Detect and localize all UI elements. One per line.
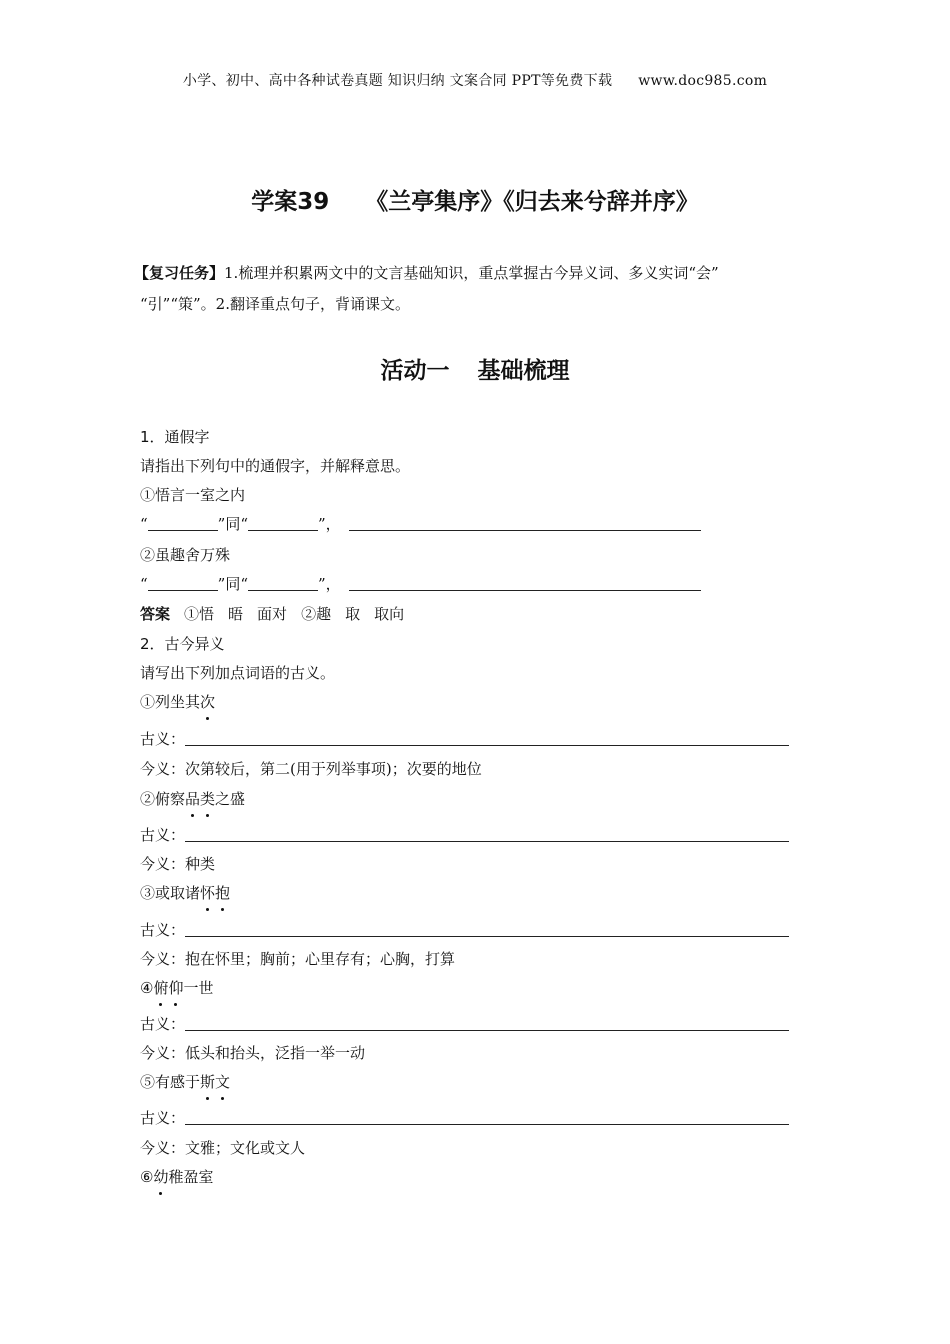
item-text: ①列坐其 bbox=[140, 693, 201, 711]
answer-blank[interactable] bbox=[185, 1016, 789, 1031]
gu-label: 古义： bbox=[140, 921, 186, 939]
dotted-word bbox=[200, 884, 230, 902]
section-title-part2: 基础梳理 bbox=[477, 358, 570, 384]
answer-blank[interactable] bbox=[148, 516, 218, 531]
quote-open: “ bbox=[140, 515, 148, 533]
answer-blank[interactable] bbox=[248, 516, 318, 531]
section-title-part1: 活动一 bbox=[380, 358, 450, 384]
quote-same: ”同“ bbox=[217, 515, 249, 533]
answer-blank[interactable] bbox=[148, 576, 218, 591]
s2-item-5 bbox=[140, 1071, 230, 1093]
gu-label: 古义： bbox=[140, 1015, 186, 1033]
answer-item: 晤 bbox=[228, 605, 244, 623]
dotted-word bbox=[200, 1073, 230, 1091]
s2-gu-row-4 bbox=[140, 1013, 789, 1035]
answer-blank[interactable] bbox=[248, 576, 318, 591]
review-task-tag: 【复习任务】 bbox=[134, 264, 225, 282]
section-title bbox=[0, 352, 950, 385]
answer-blank[interactable] bbox=[185, 922, 789, 937]
s2-item-2 bbox=[140, 788, 245, 810]
s2-gu-row-3 bbox=[140, 919, 789, 941]
dotted-char: 仰 bbox=[168, 979, 184, 997]
s2-instruction: 请写出下列加点词语的古义。 bbox=[140, 664, 336, 682]
s2-jin-2: 今义：种类 bbox=[140, 855, 216, 873]
s1-fill-row-2 bbox=[140, 573, 701, 595]
s2-heading: 2．古今异义 bbox=[140, 635, 225, 653]
answer-blank[interactable] bbox=[185, 1110, 789, 1125]
answer-blank[interactable] bbox=[185, 827, 789, 842]
dotted-char: 斯 bbox=[200, 1073, 216, 1091]
dotted-char: 文 bbox=[215, 1073, 231, 1091]
answer-blank[interactable] bbox=[349, 516, 701, 531]
page-title bbox=[0, 183, 950, 216]
title-works: 《兰亭集序》《归去来兮辞并序》 bbox=[365, 189, 699, 215]
quote-same: ”同“ bbox=[217, 575, 249, 593]
quote-open: “ bbox=[140, 575, 148, 593]
s1-heading: 1．通假字 bbox=[140, 428, 210, 446]
dotted-char: 抱 bbox=[215, 884, 231, 902]
s2-gu-row-2 bbox=[140, 824, 789, 846]
s1-question-1: ①悟言一室之内 bbox=[140, 486, 246, 504]
page-header bbox=[0, 70, 950, 90]
answer-item: ①悟 bbox=[184, 605, 215, 623]
s1-fill-row-1 bbox=[140, 513, 701, 535]
s2-item-3 bbox=[140, 882, 230, 904]
title-lesson: 学案39 bbox=[251, 189, 330, 215]
review-task bbox=[134, 258, 810, 320]
dotted-char: 怀 bbox=[200, 884, 216, 902]
answer-label: 答案 bbox=[140, 605, 171, 623]
item-text: ④ bbox=[140, 979, 154, 997]
s2-jin-4: 今义：低头和抬头，泛指一举一动 bbox=[140, 1044, 366, 1062]
item-text: 稚盈室 bbox=[168, 1168, 214, 1186]
dotted-char: 类 bbox=[200, 790, 216, 808]
review-task-line2: “引”“策”。2.翻译重点句子，背诵课文。 bbox=[140, 295, 410, 313]
quote-close: ”， bbox=[318, 515, 341, 533]
answer-item: 面对 bbox=[257, 605, 288, 623]
gu-label: 古义： bbox=[140, 730, 186, 748]
item-text: ⑥ bbox=[140, 1168, 154, 1186]
answer-item: 取向 bbox=[374, 605, 405, 623]
gu-label: 古义： bbox=[140, 1109, 186, 1127]
gu-label: 古义： bbox=[140, 826, 186, 844]
s2-jin-3: 今义：抱在怀里；胸前；心里存有；心胸，打算 bbox=[140, 950, 456, 968]
dotted-char: 品 bbox=[185, 790, 201, 808]
s2-jin-5: 今义：文雅；文化或文人 bbox=[140, 1139, 306, 1157]
s1-instruction: 请指出下列句中的通假字，并解释意思。 bbox=[140, 457, 411, 475]
s2-item-6 bbox=[140, 1166, 213, 1188]
dotted-char: 俯 bbox=[153, 979, 169, 997]
header-url[interactable]: www.doc985.com bbox=[638, 73, 768, 89]
dotted-word bbox=[153, 979, 183, 997]
item-text: 之盛 bbox=[215, 790, 246, 808]
answer-blank[interactable] bbox=[349, 576, 701, 591]
s2-item-4 bbox=[140, 977, 214, 999]
quote-close: ”， bbox=[318, 575, 341, 593]
s2-gu-row-5 bbox=[140, 1107, 789, 1129]
s2-jin-1: 今义：次第较后，第二(用于列举事项)；次要的地位 bbox=[140, 760, 482, 778]
item-text: ③或取诸 bbox=[140, 884, 201, 902]
review-task-line1: 1.梳理并积累两文中的文言基础知识，重点掌握古今异义词、多义实词“会” bbox=[224, 264, 719, 282]
item-text: ②俯察 bbox=[140, 790, 186, 808]
dotted-word bbox=[185, 790, 215, 808]
answer-item: 取 bbox=[345, 605, 361, 623]
dotted-word: 次 bbox=[200, 693, 216, 711]
s1-answer bbox=[140, 603, 404, 625]
answer-blank[interactable] bbox=[185, 731, 789, 746]
header-text: 小学、初中、高中各种试卷真题 知识归纳 文案合同 PPT等免费下载 bbox=[182, 73, 613, 89]
s2-gu-row-1 bbox=[140, 728, 789, 750]
s2-item-1 bbox=[140, 691, 215, 713]
answer-item: ②趣 bbox=[301, 605, 332, 623]
item-text: 一世 bbox=[183, 979, 214, 997]
item-text: ⑤有感于 bbox=[140, 1073, 201, 1091]
s1-question-2: ②虽趣舍万殊 bbox=[140, 546, 231, 564]
dotted-word: 幼 bbox=[153, 1168, 169, 1186]
